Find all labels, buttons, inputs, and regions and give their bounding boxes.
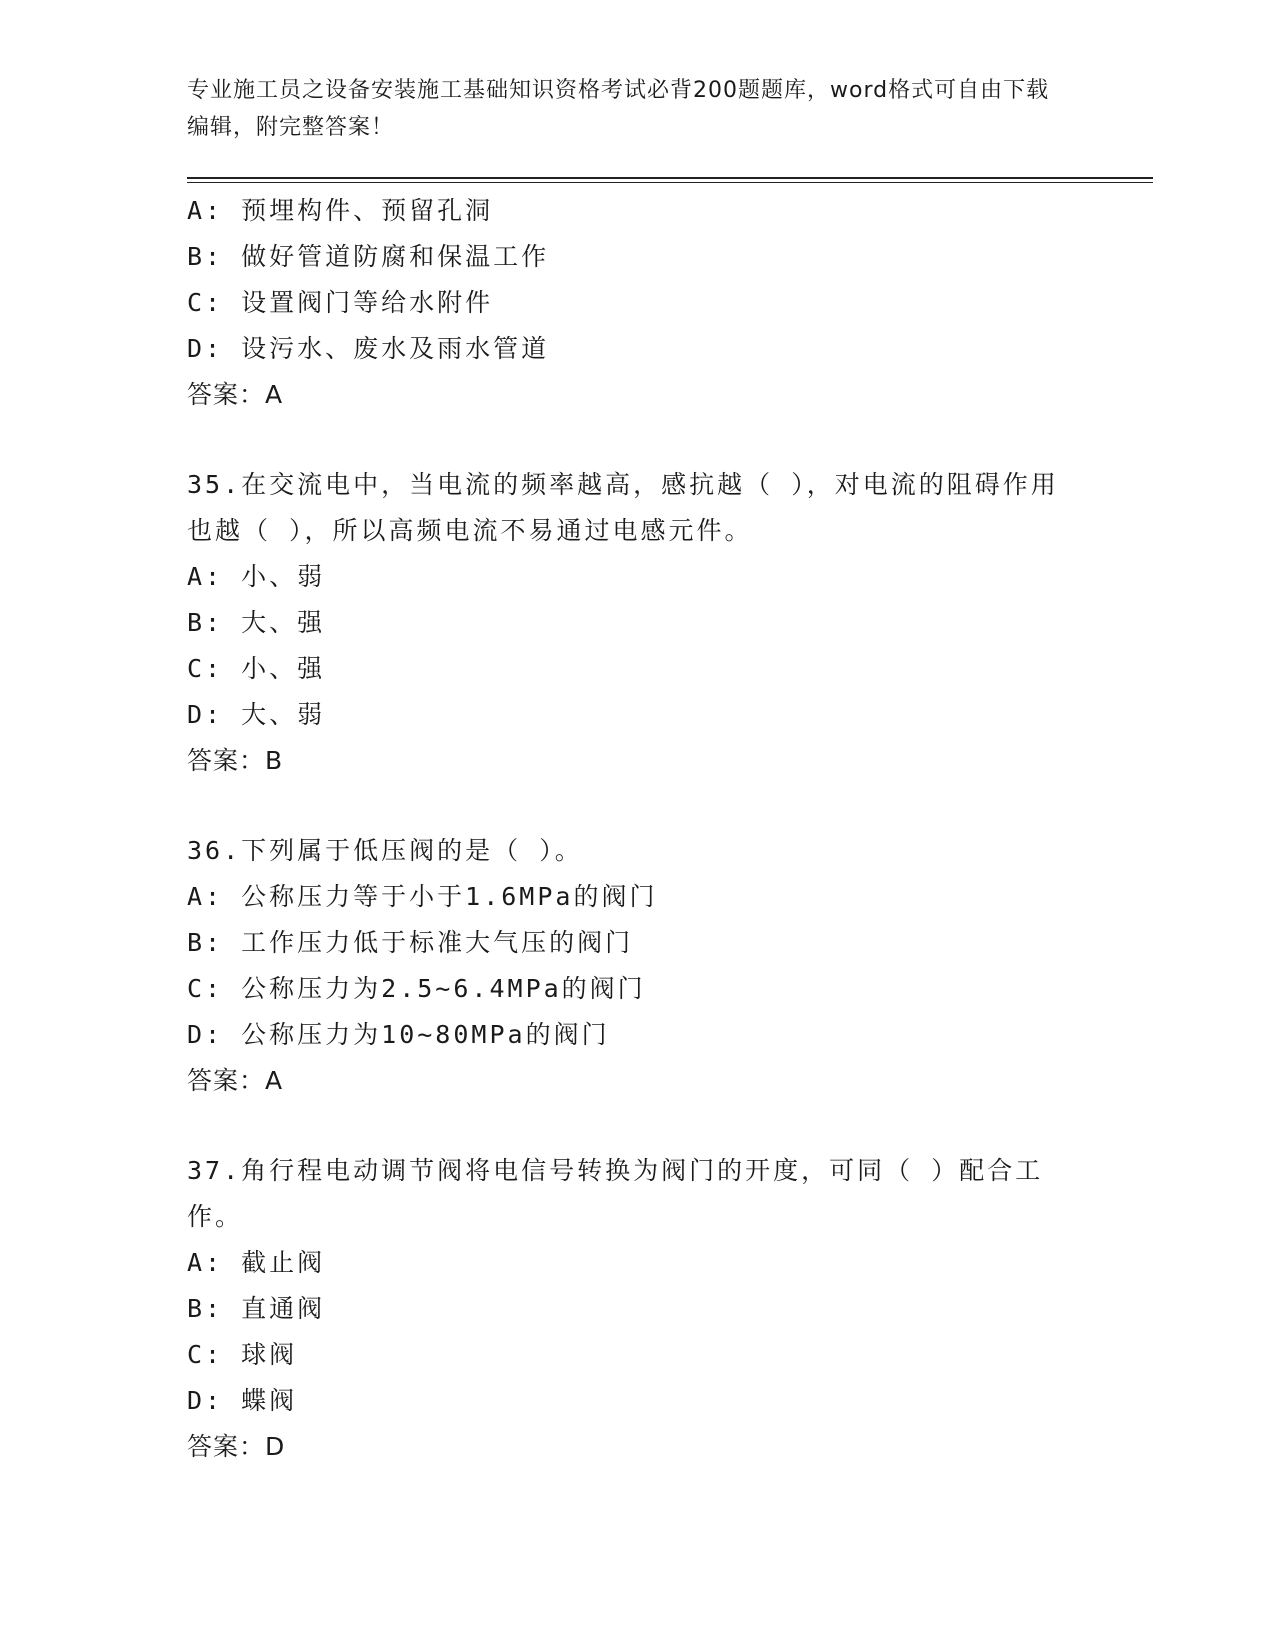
option-a: A: 截止阀 bbox=[187, 1248, 326, 1277]
answer-line: 答案：B bbox=[187, 746, 284, 775]
option-a: A: 公称压力等于小于1.6MPa的阀门 bbox=[187, 882, 658, 911]
question-text: 35.在交流电中，当电流的频率越高，感抗越（ ），对电流的阻碍作用也越（ ），所以高频电流不易通过电感元件。 bbox=[187, 470, 1059, 545]
option-c: C: 小、强 bbox=[187, 654, 326, 683]
answer-line: 答案：D bbox=[187, 1432, 286, 1461]
option-b: B: 工作压力低于标准大气压的阀门 bbox=[187, 928, 634, 957]
option-b: B: 大、强 bbox=[187, 608, 326, 637]
block-spacer bbox=[187, 1104, 1087, 1148]
option-c: C: 公称压力为2.5~6.4MPa的阀门 bbox=[187, 974, 646, 1003]
question-block bbox=[187, 462, 1087, 784]
question-text: 36.下列属于低压阀的是（ ）。 bbox=[187, 836, 583, 865]
option-b: B: 做好管道防腐和保温工作 bbox=[187, 242, 550, 271]
question-block bbox=[187, 828, 1087, 1104]
option-d: D: 公称压力为10~80MPa的阀门 bbox=[187, 1020, 610, 1049]
question-list bbox=[187, 188, 1087, 1470]
header-divider-thin bbox=[187, 182, 1153, 183]
question-block bbox=[187, 1148, 1087, 1470]
block-spacer bbox=[187, 418, 1087, 462]
header-divider-thick bbox=[187, 177, 1153, 179]
option-a: A: 预埋构件、预留孔洞 bbox=[187, 196, 494, 225]
option-d: D: 大、弱 bbox=[187, 700, 326, 729]
option-d: D: 设污水、废水及雨水管道 bbox=[187, 334, 550, 363]
question-block bbox=[187, 188, 1087, 418]
option-c: C: 球阀 bbox=[187, 1340, 298, 1369]
page-header: 专业施工员之设备安装施工基础知识资格考试必背200题题库，word格式可自由下载编辑，附完整答案！ bbox=[187, 78, 1050, 140]
answer-line: 答案：A bbox=[187, 1066, 284, 1095]
option-b: B: 直通阀 bbox=[187, 1294, 326, 1323]
option-c: C: 设置阀门等给水附件 bbox=[187, 288, 494, 317]
question-text: 37.角行程电动调节阀将电信号转换为阀门的开度，可同（ ）配合工作。 bbox=[187, 1156, 1044, 1231]
option-d: D: 蝶阀 bbox=[187, 1386, 298, 1415]
option-a: A: 小、弱 bbox=[187, 562, 326, 591]
block-spacer bbox=[187, 784, 1087, 828]
answer-line: 答案：A bbox=[187, 380, 284, 409]
